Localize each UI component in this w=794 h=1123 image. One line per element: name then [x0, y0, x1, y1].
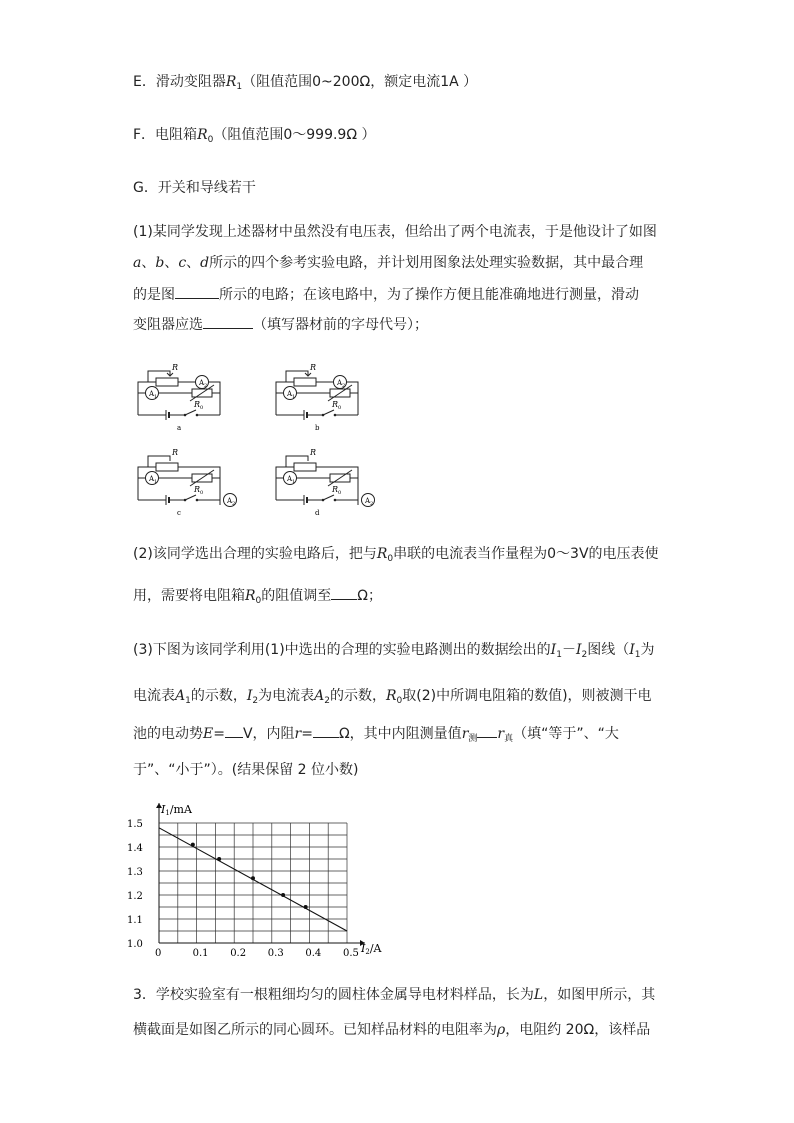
q2-line-2: 用，需要将电阻箱$R_0$的阻值调至 Ω； [133, 585, 382, 611]
svg-text:2: 2 [204, 383, 208, 389]
answer-blank-compare[interactable] [477, 723, 497, 738]
data-point [304, 905, 308, 909]
circuit-label-c: c [177, 509, 181, 517]
y-tick-label: 1.2 [127, 891, 143, 902]
graph-axes [156, 803, 365, 946]
svg-text:R: R [310, 448, 317, 457]
graph-points [191, 843, 308, 909]
svg-text:0: 0 [200, 405, 204, 411]
svg-text:2: 2 [370, 501, 374, 507]
svg-text:1: 1 [292, 394, 296, 400]
x-axis-label: I2/A [361, 942, 382, 956]
svg-text:1: 1 [292, 479, 296, 485]
y-tick-label: 1.0 [127, 939, 143, 950]
svg-text:A: A [199, 379, 205, 387]
circuit-label-d: d [315, 509, 320, 517]
q4-line-1: 3．学校实验室有一根粗细均匀的圆柱体金属导电材料样品，长为L，如图甲所示，其 [133, 987, 656, 1003]
y-tick-label: 1.1 [127, 915, 143, 926]
circuit-label-a: a [177, 424, 182, 432]
answer-blank-internal-resistance[interactable] [313, 723, 339, 738]
circuit-a [138, 363, 220, 432]
svg-text:R: R [172, 363, 179, 372]
x-tick-label: 0 [155, 948, 162, 959]
q1-line-2: a、b、c、d所示的四个参考实验电路，并计划用图象法处理实验数据，其中最合理 [133, 255, 644, 271]
circuit-c [138, 448, 237, 517]
svg-text:A: A [227, 497, 233, 505]
circuit-b [276, 363, 358, 432]
circuit-diagrams [130, 355, 390, 525]
q1-line-4: 变阻器应选 （填写器材前的字母代号）； [133, 314, 428, 335]
q3-line-2: 电流表$A_1$的示数，$I_2$为电流表$A_2$的示数，$R_0$取(2)中所调电阻箱的数值)，则被测干电 [133, 688, 652, 706]
x-tick-label: 0.4 [305, 948, 322, 959]
svg-text:A: A [287, 475, 293, 483]
answer-blank-emf[interactable] [225, 723, 243, 738]
svg-text:2: 2 [342, 383, 346, 389]
svg-text:0: 0 [338, 405, 342, 411]
svg-text:A: A [337, 379, 343, 387]
svg-text:A: A [149, 475, 155, 483]
item-g: G．开关和导线若干 [133, 180, 256, 196]
svg-text:R: R [332, 400, 339, 409]
data-point [251, 876, 255, 880]
svg-text:0: 0 [200, 490, 204, 496]
item-f: F．电阻箱$R_0$（阻值范围0～999.9Ω ） [133, 127, 376, 145]
svg-text:1: 1 [154, 479, 158, 485]
svg-text:R: R [194, 485, 201, 494]
y-tick-label: 1.3 [127, 867, 143, 878]
x-tick-label: 0.5 [343, 948, 359, 959]
svg-text:0: 0 [338, 490, 342, 496]
answer-blank-rheostat[interactable] [203, 314, 253, 329]
y-tick-label: 1.5 [127, 819, 143, 830]
svg-text:2: 2 [232, 501, 236, 507]
x-tick-label: 0.3 [267, 948, 284, 959]
svg-text:R: R [310, 363, 317, 372]
q1-line-3: 的是图 所示的电路；在该电路中，为了操作方便且能准确地进行测量，滑动 [133, 284, 639, 305]
svg-text:A: A [287, 390, 293, 398]
x-tick-label: 0.2 [230, 948, 247, 959]
data-point [281, 893, 285, 897]
i1-i2-graph [125, 795, 395, 965]
q4-line-2: 横截面是如图乙所示的同心圆环。已知样品材料的电阻率为ρ，电阻约 20Ω，该样品 [133, 1022, 651, 1038]
data-point [191, 843, 195, 847]
data-point [217, 857, 221, 861]
svg-text:A: A [365, 497, 371, 505]
answer-blank-circuit[interactable] [175, 284, 219, 299]
q3-line-4: 于”、“小于”）。(结果保留 2 位小数) [133, 762, 359, 778]
q3-line-3: 池的电动势E= V，内阻r= Ω，其中内阻测量值$r_测$ $r_真$（填“等于”、“大 [133, 723, 619, 749]
circuit-label-b: b [315, 424, 320, 432]
circuit-d [276, 448, 375, 517]
graph-ticks [127, 819, 359, 959]
svg-text:1: 1 [154, 394, 158, 400]
svg-text:R: R [332, 485, 339, 494]
svg-text:R: R [194, 400, 201, 409]
x-tick-label: 0.1 [192, 948, 209, 959]
q2-line-1: (2)该同学选出合理的实验电路后，把与$R_0$串联的电流表当作量程为0～3V的电压表使 [133, 546, 659, 564]
y-axis-label: I1/mA [161, 803, 192, 817]
q3-line-1: (3)下图为该同学利用(1)中选出的合理的实验电路测出的数据绘出的$I_1-I_2$图线（$I_1$为 [133, 642, 655, 660]
answer-blank-resistance[interactable] [331, 585, 357, 600]
svg-text:A: A [149, 390, 155, 398]
item-e: E．滑动变阻器$R_1$（阻值范围0~200Ω，额定电流1A ） [133, 74, 478, 92]
q1-line-1: (1)某同学发现上述器材中虽然没有电压表，但给出了两个电流表，于是他设计了如图 [133, 224, 657, 240]
y-tick-label: 1.4 [127, 843, 143, 854]
svg-text:R: R [172, 448, 179, 457]
graph-grid [159, 823, 347, 943]
